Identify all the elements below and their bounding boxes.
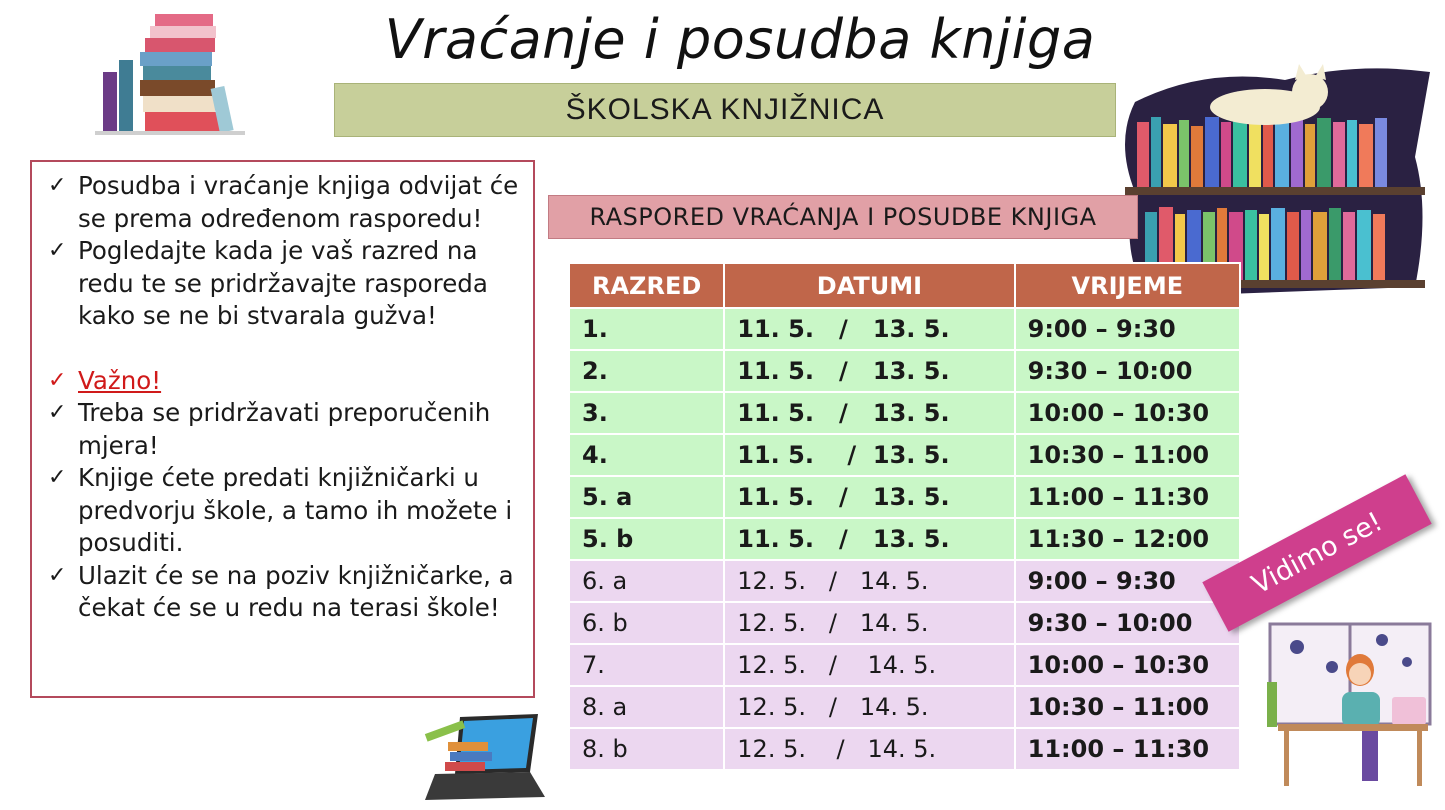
table-row xyxy=(569,308,1240,350)
cell-vrijeme: 9:30 – 10:00 xyxy=(1015,350,1240,392)
cell-datumi: 12. 5. / 14. 5. xyxy=(724,728,1014,770)
cell-razred: 8. b xyxy=(569,728,724,770)
schedule-title: RASPORED VRAĆANJA I POSUDBE KNJIGA xyxy=(548,195,1138,239)
schedule-table xyxy=(568,262,1241,771)
check-icon: ✓ xyxy=(48,238,67,263)
cell-vrijeme: 11:00 – 11:30 xyxy=(1015,728,1240,770)
table-row xyxy=(569,518,1240,560)
table-row xyxy=(569,560,1240,602)
check-icon: ✓ xyxy=(48,367,67,393)
laptop-books-illustration xyxy=(420,712,545,802)
table-row xyxy=(569,434,1240,476)
cell-datumi: 11. 5. / 13. 5. xyxy=(724,350,1014,392)
table-row xyxy=(569,602,1240,644)
table-row xyxy=(569,728,1240,770)
check-icon: ✓ xyxy=(48,465,67,490)
cell-vrijeme: 11:30 – 12:00 xyxy=(1015,518,1240,560)
cell-vrijeme: 9:00 – 9:30 xyxy=(1015,560,1240,602)
library-subtitle: ŠKOLSKA KNJIŽNICA xyxy=(334,83,1116,137)
cell-razred: 6. b xyxy=(569,602,724,644)
cell-vrijeme: 10:30 – 11:00 xyxy=(1015,686,1240,728)
cell-razred: 2. xyxy=(569,350,724,392)
cell-datumi: 11. 5. / 13. 5. xyxy=(724,392,1014,434)
cell-razred: 5. b xyxy=(569,518,724,560)
check-icon: ✓ xyxy=(48,400,67,425)
cell-razred: 5. a xyxy=(569,476,724,518)
cell-datumi: 12. 5. / 14. 5. xyxy=(724,686,1014,728)
cell-datumi: 11. 5. / 13. 5. xyxy=(724,476,1014,518)
table-row xyxy=(569,392,1240,434)
header-datumi: DATUMI xyxy=(724,263,1014,308)
cell-vrijeme: 10:00 – 10:30 xyxy=(1015,392,1240,434)
cell-vrijeme: 10:00 – 10:30 xyxy=(1015,644,1240,686)
table-row xyxy=(569,644,1240,686)
cell-razred: 6. a xyxy=(569,560,724,602)
cell-vrijeme: 9:30 – 10:00 xyxy=(1015,602,1240,644)
check-icon: ✓ xyxy=(48,562,67,588)
table-header-row xyxy=(569,263,1240,308)
note-item: ✓ Pogledajte kada je vaš razred na redu te se pridržavajte rasporeda kako se ne bi stvarala gužva! xyxy=(48,236,488,330)
cell-razred: 8. a xyxy=(569,686,724,728)
cell-vrijeme: 9:00 – 9:30 xyxy=(1015,308,1240,350)
cell-datumi: 12. 5. / 14. 5. xyxy=(724,602,1014,644)
page-title: Vraćanje i posudba knjiga xyxy=(384,8,1096,71)
cell-razred: 7. xyxy=(569,644,724,686)
cell-razred: 3. xyxy=(569,392,724,434)
note-important: ✓ Važno! xyxy=(46,365,523,398)
table-row xyxy=(569,350,1240,392)
cell-vrijeme: 10:30 – 11:00 xyxy=(1015,434,1240,476)
cell-datumi: 11. 5. / 13. 5. xyxy=(724,308,1014,350)
cell-datumi: 12. 5. / 14. 5. xyxy=(724,560,1014,602)
cell-vrijeme: 11:00 – 11:30 xyxy=(1015,476,1240,518)
cell-datumi: 12. 5. / 14. 5. xyxy=(724,644,1014,686)
note-item: ✓ Treba se pridržavati preporučenih mjera! xyxy=(48,398,491,460)
books-stack-illustration xyxy=(95,12,255,137)
header-vrijeme: VRIJEME xyxy=(1015,263,1240,308)
cell-datumi: 11. 5. / 13. 5. xyxy=(724,434,1014,476)
check-icon: ✓ xyxy=(48,173,67,198)
cell-datumi: 11. 5. / 13. 5. xyxy=(724,518,1014,560)
table-row xyxy=(569,476,1240,518)
cell-razred: 1. xyxy=(569,308,724,350)
note-item: ✓ Knjige ćete predati knjižničarki u predvorju škole, a tamo ih možete i posuditi. xyxy=(48,463,513,557)
note-item: ✓ Posudba i vraćanje knjiga odvijat će se prema određenom rasporedu! xyxy=(48,171,519,233)
girl-at-desk-illustration xyxy=(1262,622,1440,790)
instructions-box xyxy=(30,160,535,698)
note-item: ✓ Ulazit će se na poziv knjižničarke, a čekat će se u redu na terasi škole! xyxy=(48,560,514,622)
cell-razred: 4. xyxy=(569,434,724,476)
table-row xyxy=(569,686,1240,728)
header-razred: RAZRED xyxy=(569,263,724,308)
see-you-banner: Vidimo se! xyxy=(1202,474,1431,631)
